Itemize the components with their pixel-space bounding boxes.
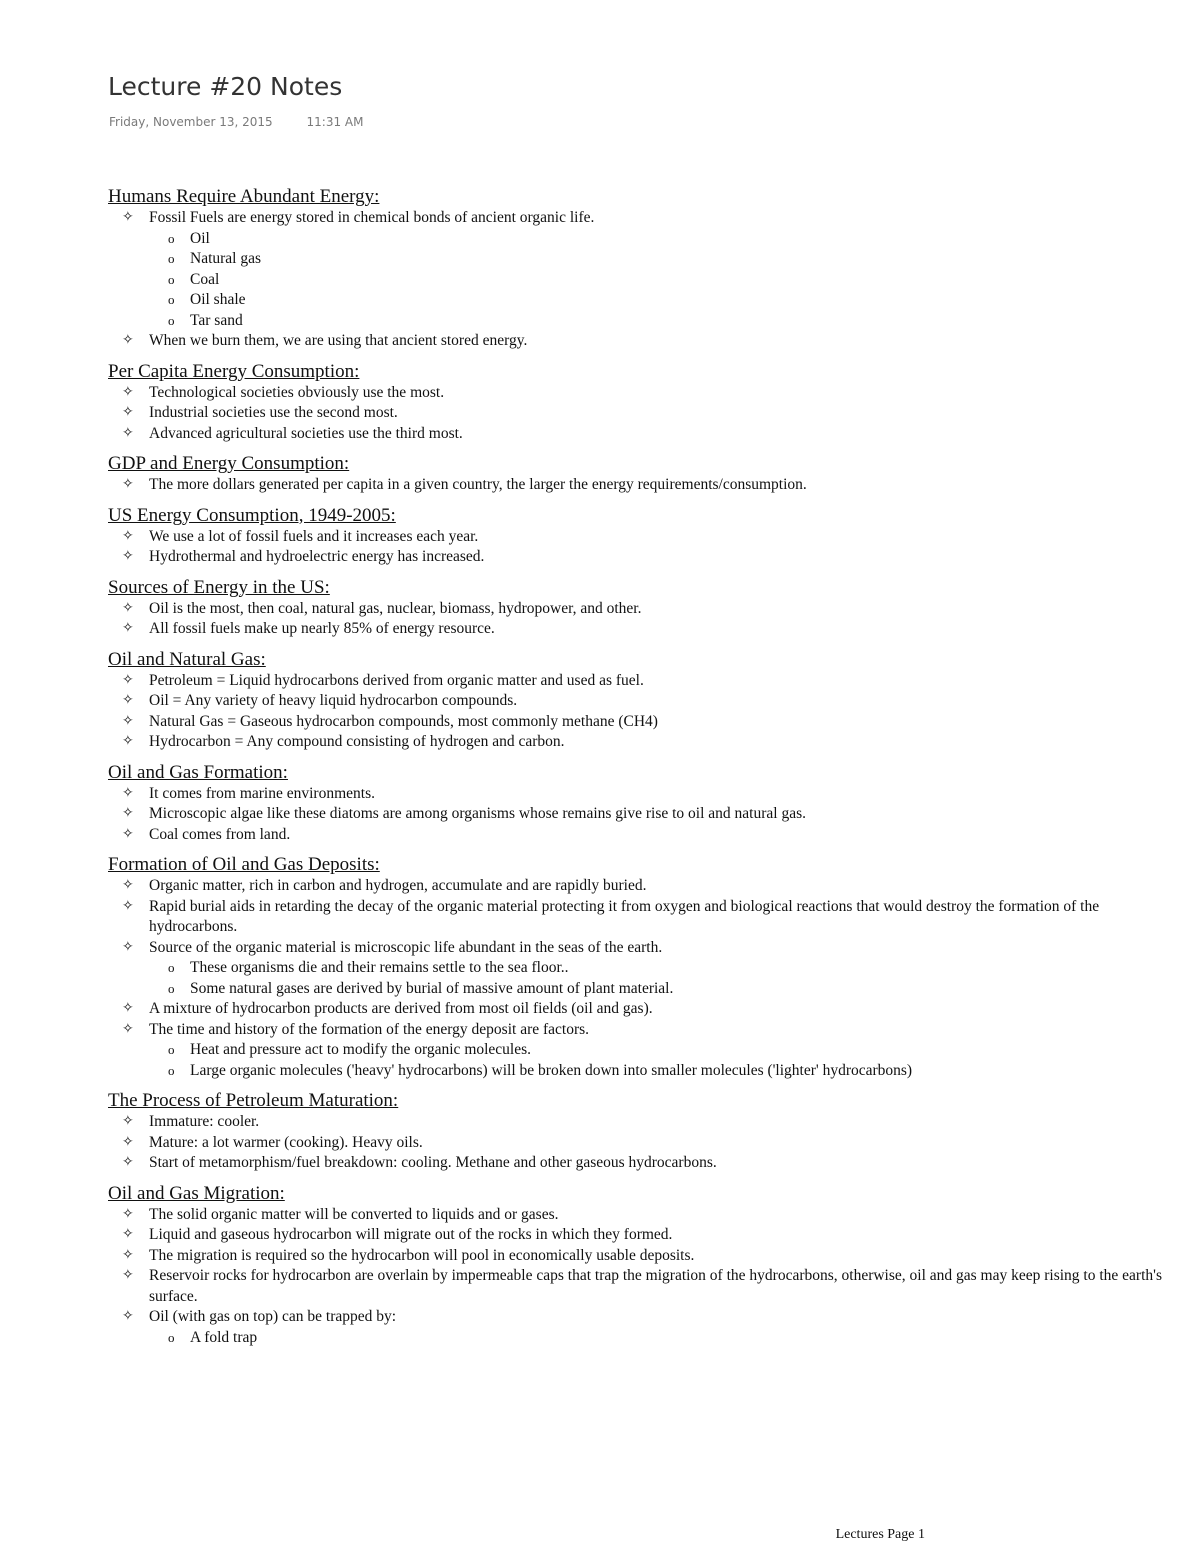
list-item-text: Start of metamorphism/fuel breakdown: cooling. Methane and other gaseous hydrocarbons.	[149, 1154, 717, 1171]
section-heading: Oil and Gas Formation:	[108, 761, 288, 783]
list-item-text: Oil	[190, 229, 210, 247]
circle-bullet-icon: o	[168, 292, 175, 307]
list-item	[108, 784, 1178, 805]
section-heading: Humans Require Abundant Energy:	[108, 186, 380, 207]
list-item	[108, 547, 1178, 568]
list-item-text: When we burn them, we are using that ancient stored energy.	[149, 332, 528, 349]
diamond-star-bullet-icon: ✧	[122, 806, 134, 821]
list-item	[108, 671, 1178, 692]
note-section	[108, 186, 1178, 352]
list-item-text: Natural gas	[190, 250, 262, 267]
list-item	[108, 475, 1178, 496]
list-item-text: The migration is required so the hydrocarbon will pool in economically usable deposits.	[149, 1246, 695, 1264]
list-item-text: Industrial societies use the second most.	[149, 404, 398, 421]
circle-bullet-icon: o	[168, 251, 175, 266]
circle-bullet-icon: o	[168, 1329, 175, 1345]
bullet-list	[108, 784, 1178, 846]
list-item-text: Microscopic algae like these diatoms are among organisms whose remains give rise to oil and natural gas.	[149, 805, 806, 822]
section-heading: Oil and Gas Migration:	[108, 1182, 285, 1204]
section-heading: Formation of Oil and Gas Deposits:	[108, 854, 380, 875]
list-item-text: Oil shale	[190, 291, 246, 308]
sub-list-item	[108, 229, 1178, 250]
note-section	[108, 453, 1178, 496]
list-item	[108, 1020, 1178, 1041]
diamond-star-bullet-icon: ✧	[122, 1227, 134, 1242]
sub-list-item	[108, 979, 1178, 1000]
section-heading: Sources of Energy in the US:	[108, 576, 330, 598]
diamond-star-bullet-icon: ✧	[122, 210, 134, 225]
diamond-star-bullet-icon: ✧	[122, 939, 134, 955]
note-section	[108, 361, 1178, 445]
diamond-star-bullet-icon: ✧	[122, 1114, 134, 1129]
circle-bullet-icon: o	[168, 980, 175, 996]
section-heading: GDP and Energy Consumption:	[108, 453, 350, 474]
list-item	[108, 1246, 1178, 1267]
diamond-star-bullet-icon: ✧	[122, 621, 134, 636]
list-item	[108, 424, 1178, 445]
sub-list-item	[108, 958, 1178, 979]
diamond-star-bullet-icon: ✧	[122, 384, 134, 400]
list-item	[108, 1225, 1178, 1246]
bullet-list	[108, 876, 1178, 1081]
list-item-text: Large organic molecules ('heavy' hydrocarbons) will be broken down into smaller molecules ('lighter' hydrocarbons)	[190, 1061, 913, 1079]
list-item	[108, 208, 1178, 229]
list-item	[108, 331, 1178, 352]
list-item	[108, 825, 1178, 846]
diamond-star-bullet-icon: ✧	[122, 734, 134, 749]
list-item	[108, 1112, 1178, 1133]
list-item	[108, 804, 1178, 825]
note-section	[108, 1090, 1178, 1174]
list-item-text: Heat and pressure act to modify the organic molecules.	[190, 1041, 532, 1058]
diamond-star-bullet-icon: ✧	[122, 600, 134, 616]
bullet-list	[108, 1205, 1178, 1349]
bullet-list	[108, 208, 1178, 352]
bullet-list	[108, 475, 1178, 496]
note-section	[108, 762, 1178, 846]
note-section	[108, 577, 1178, 640]
list-item-text: Natural Gas = Gaseous hydrocarbon compounds, most commonly methane (CH4)	[149, 712, 658, 730]
circle-bullet-icon: o	[168, 1062, 175, 1078]
list-item-text: Some natural gases are derived by burial of massive amount of plant material.	[190, 979, 674, 997]
list-item-text: The time and history of the formation of the energy deposit are factors.	[149, 1020, 590, 1038]
list-item	[108, 897, 1178, 938]
section-heading: Oil and Natural Gas:	[108, 648, 266, 670]
list-item-text: Reservoir rocks for hydrocarbon are overlain by impermeable caps that trap the migration of the hydrocarbons, otherwise, oil and gas may keep rising to the earth's surface.	[149, 1267, 1162, 1305]
sub-list-item	[108, 1328, 1178, 1349]
list-item-text: Fossil Fuels are energy stored in chemical bonds of ancient organic life.	[149, 209, 595, 226]
circle-bullet-icon: o	[168, 271, 175, 287]
list-item-text: Oil = Any variety of heavy liquid hydrocarbon compounds.	[149, 692, 518, 709]
note-section	[108, 649, 1178, 753]
list-item	[108, 527, 1178, 548]
list-item	[108, 1266, 1178, 1307]
bullet-list	[108, 599, 1178, 640]
list-item-text: Source of the organic material is microscopic life abundant in the seas of the earth.	[149, 938, 663, 956]
list-item	[108, 383, 1178, 404]
diamond-star-bullet-icon: ✧	[122, 713, 134, 729]
diamond-star-bullet-icon: ✧	[122, 1268, 134, 1283]
list-item-text: Technological societies obviously use the most.	[149, 383, 445, 401]
list-item-text: Coal comes from land.	[149, 825, 291, 843]
diamond-star-bullet-icon: ✧	[122, 477, 134, 492]
circle-bullet-icon: o	[168, 312, 175, 328]
diamond-star-bullet-icon: ✧	[122, 1155, 134, 1170]
list-item	[108, 599, 1178, 620]
list-item	[108, 619, 1178, 640]
list-item	[108, 1205, 1178, 1226]
list-item-text: Oil (with gas on top) can be trapped by:	[149, 1308, 397, 1325]
section-heading: The Process of Petroleum Maturation:	[108, 1090, 399, 1111]
section-heading: Per Capita Energy Consumption:	[108, 360, 360, 382]
diamond-star-bullet-icon: ✧	[122, 549, 134, 564]
diamond-star-bullet-icon: ✧	[122, 785, 134, 801]
note-section	[108, 854, 1178, 1081]
diamond-star-bullet-icon: ✧	[122, 1021, 134, 1037]
bullet-list	[108, 527, 1178, 568]
diamond-star-bullet-icon: ✧	[122, 898, 134, 914]
sub-list-item	[108, 1061, 1178, 1082]
sub-list-item	[108, 311, 1178, 332]
note-section	[108, 505, 1178, 568]
list-item	[108, 712, 1178, 733]
note-content	[108, 186, 1178, 1357]
list-item-text: A fold trap	[190, 1328, 258, 1346]
list-item	[108, 732, 1178, 753]
list-item-text: The more dollars generated per capita in a given country, the larger the energy requirements/consumption.	[149, 476, 807, 493]
list-item	[108, 403, 1178, 424]
diamond-star-bullet-icon: ✧	[122, 672, 134, 688]
diamond-star-bullet-icon: ✧	[122, 1206, 134, 1222]
diamond-star-bullet-icon: ✧	[122, 425, 134, 441]
circle-bullet-icon: o	[168, 1042, 175, 1057]
diamond-star-bullet-icon: ✧	[122, 528, 134, 544]
list-item-text: Mature: a lot warmer (cooking). Heavy oils.	[149, 1133, 423, 1151]
list-item	[108, 938, 1178, 959]
list-item	[108, 1153, 1178, 1174]
note-section	[108, 1183, 1178, 1349]
diamond-star-bullet-icon: ✧	[122, 878, 134, 893]
sub-list-item	[108, 249, 1178, 270]
page-title: Lecture #20 Notes	[108, 72, 343, 101]
section-heading: US Energy Consumption, 1949-2005:	[108, 504, 396, 526]
list-item-text: Rapid burial aids in retarding the decay of the organic material protecting it from oxygen and biological reactions that would destroy the formation of the hydrocarbons.	[149, 897, 1100, 935]
list-item	[108, 876, 1178, 897]
list-item-text: Organic matter, rich in carbon and hydrogen, accumulate and are rapidly buried.	[149, 877, 647, 894]
bullet-list	[108, 383, 1178, 445]
list-item	[108, 691, 1178, 712]
list-item-text: The solid organic matter will be converted to liquids and or gases.	[149, 1205, 559, 1223]
list-item-text: These organisms die and their remains settle to the sea floor..	[190, 959, 569, 976]
list-item-text: Hydrothermal and hydroelectric energy has increased.	[149, 548, 485, 565]
diamond-star-bullet-icon: ✧	[122, 1001, 134, 1016]
page-date: Friday, November 13, 2015	[109, 115, 273, 129]
list-item-text: Immature: cooler.	[149, 1113, 260, 1130]
list-item-text: A mixture of hydrocarbon products are derived from most oil fields (oil and gas).	[149, 1000, 653, 1017]
page-timestamp	[109, 115, 363, 129]
page-time: 11:31 AM	[306, 115, 364, 129]
list-item	[108, 1133, 1178, 1154]
sub-list-item	[108, 1040, 1178, 1061]
diamond-star-bullet-icon: ✧	[122, 693, 134, 708]
list-item-text: Oil is the most, then coal, natural gas, nuclear, biomass, hydropower, and other.	[149, 599, 642, 617]
list-item-text: Petroleum = Liquid hydrocarbons derived from organic matter and used as fuel.	[149, 671, 644, 689]
list-item-text: Hydrocarbon = Any compound consisting of hydrogen and carbon.	[149, 733, 565, 750]
bullet-list	[108, 671, 1178, 753]
circle-bullet-icon: o	[168, 960, 175, 975]
diamond-star-bullet-icon: ✧	[122, 1309, 134, 1324]
diamond-star-bullet-icon: ✧	[122, 826, 134, 842]
page-footer: Lectures Page 1	[835, 1527, 925, 1542]
list-item-text: Advanced agricultural societies use the third most.	[149, 424, 463, 442]
list-item-text: Liquid and gaseous hydrocarbon will migrate out of the rocks in which they formed.	[149, 1226, 673, 1243]
list-item-text: All fossil fuels make up nearly 85% of energy resource.	[149, 620, 495, 637]
circle-bullet-icon: o	[168, 230, 175, 246]
list-item-text: Coal	[190, 270, 220, 288]
bullet-list	[108, 1112, 1178, 1174]
sub-list-item	[108, 290, 1178, 311]
diamond-star-bullet-icon: ✧	[122, 405, 134, 420]
diamond-star-bullet-icon: ✧	[122, 1247, 134, 1263]
diamond-star-bullet-icon: ✧	[122, 333, 134, 348]
list-item-text: Tar sand	[190, 311, 243, 329]
list-item-text: We use a lot of fossil fuels and it increases each year.	[149, 527, 479, 545]
diamond-star-bullet-icon: ✧	[122, 1134, 134, 1150]
list-item	[108, 1307, 1178, 1328]
sub-list-item	[108, 270, 1178, 291]
list-item	[108, 999, 1178, 1020]
list-item-text: It comes from marine environments.	[149, 784, 375, 802]
